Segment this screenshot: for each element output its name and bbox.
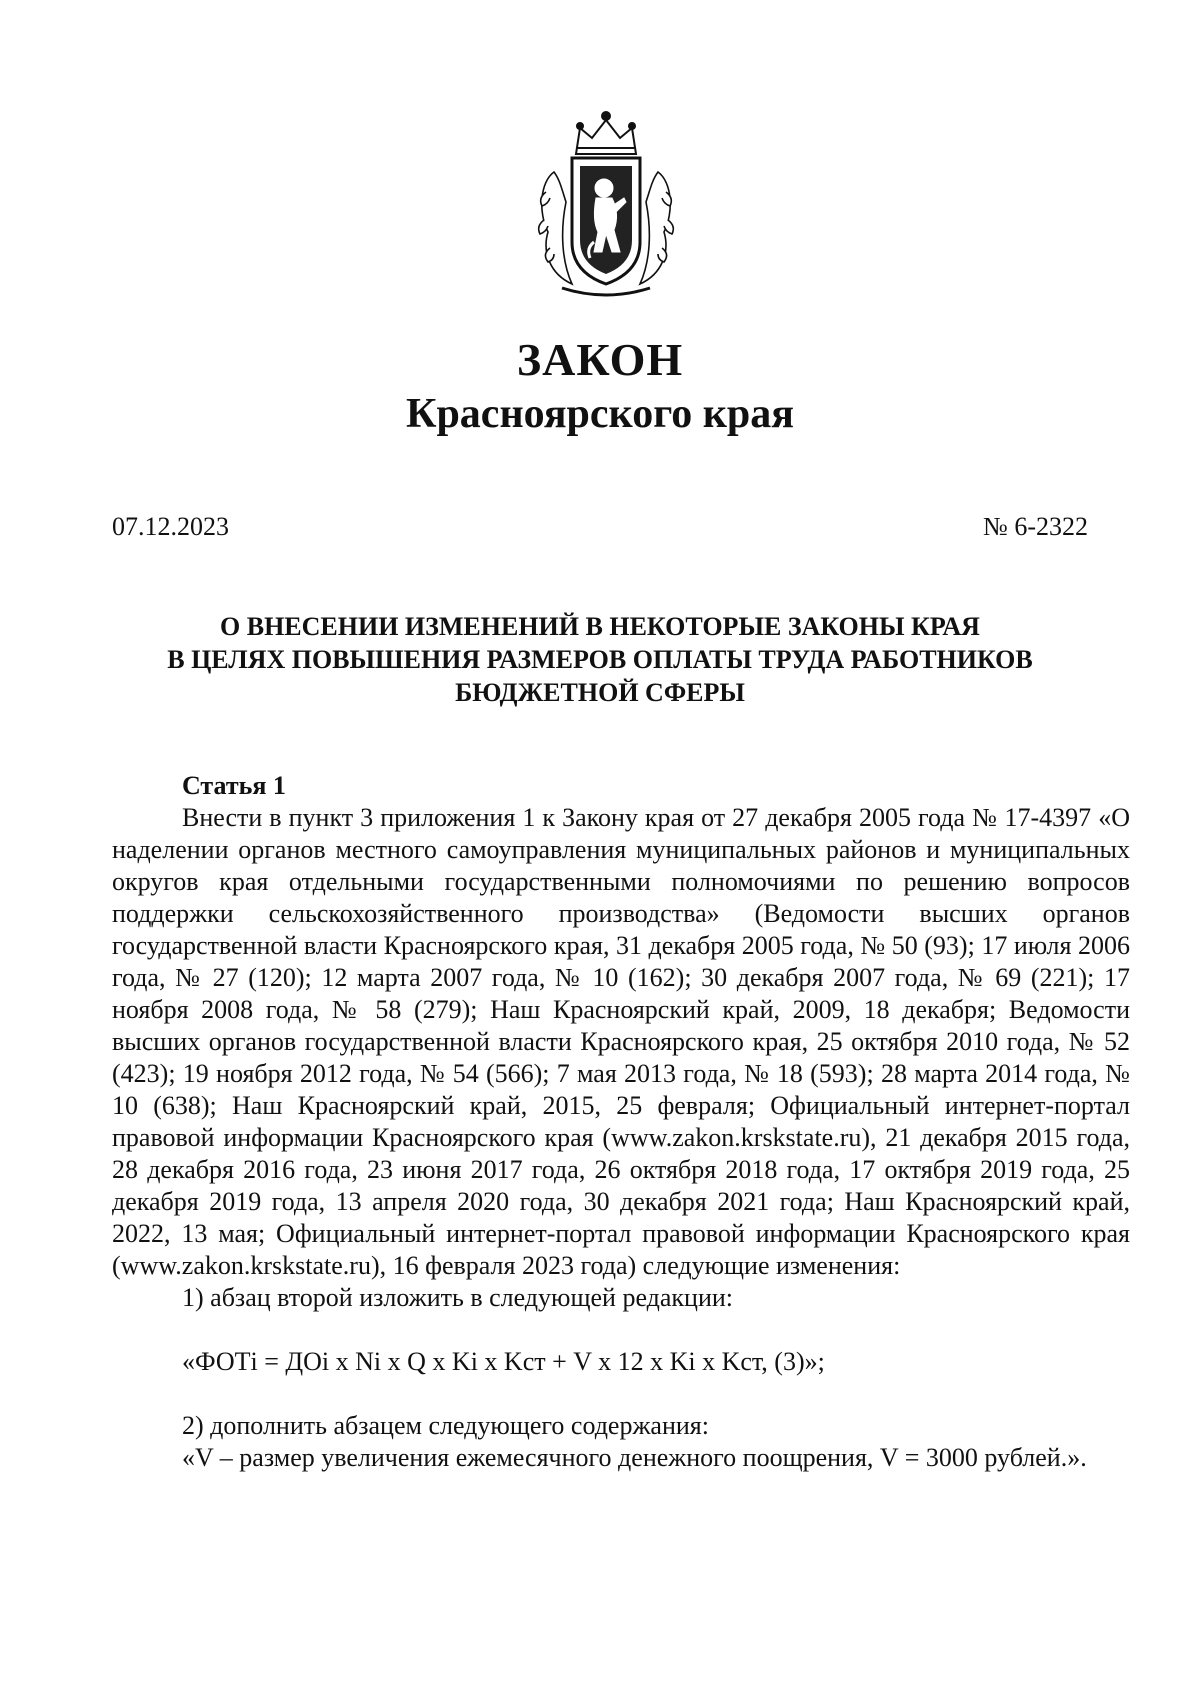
formula-text: «ФОТi = ДОi x Ni x Q x Ki x Kст + V x 12 x Ki x Kст, (3)»; (182, 1347, 825, 1376)
article-item-1: 1) абзац второй изложить в следующей редакции: (182, 1283, 734, 1312)
article-heading: Статья 1 (182, 771, 286, 800)
law-subject (100, 610, 1100, 709)
law-date: 07.12.2023 (112, 512, 229, 541)
article-1 (112, 770, 1130, 1474)
article-item-2: 2) дополнить абзацем следующего содержания: (182, 1411, 709, 1440)
subject-line: БЮДЖЕТНОЙ СФЕРЫ (455, 678, 745, 707)
subject-line: В ЦЕЛЯХ ПОВЫШЕНИЯ РАЗМЕРОВ ОПЛАТЫ ТРУДА РАБОТНИКОВ (167, 645, 1033, 674)
article-intro-paragraph: Внести в пункт 3 приложения 1 к Закону края от 27 декабря 2005 года № 17-4397 «О наделении органов местного самоуправления муниципальных районов и муниципальных округов края отдельными государственными полномочиями по решению вопросов поддержки сельскохозяйственного производства» (Ведомости высших органов государственной власти Красноярского края, 31 декабря 2005 года, № 50 (93); 17 июля 2006 года, № 27 (120); 12 марта 2007 года, № 10 (162); 30 декабря 2007 года, № 69 (221); 17 ноября 2008 года, № 58 (279); Наш Красноярский край, 2009, 18 декабря; Ведомости высших органов государственной власти Красноярского края, 25 октября 2010 года, № 52 (423); 19 ноября 2012 года, № 54 (566); 7 мая 2013 года, № 18 (593); 28 марта 2014 года, № 10 (638); Наш Красноярский край, 2015, 25 февраля; Официальный интернет-портал правовой информации Красноярского края (www.zakon.krskstate.ru), 21 декабря 2015 года, 28 декабря 2016 года, 23 июня 2017 года, 26 октября 2018 года, 17 октября 2019 года, 25 декабря 2019 года, 13 апреля 2020 года, 30 декабря 2021 года; Наш Красноярский край, 2022, 13 мая; Официальный интернет-портал правовой информации Красноярского края (www.zakon.krskstate.ru), 16 февраля 2023 года) следующие изменения: (112, 803, 1130, 1280)
document-subtitle: Красноярского края (405, 391, 795, 437)
article-item-2-text: «V – размер увеличения ежемесячного денежного поощрения, V = 3000 рублей.». (182, 1443, 1087, 1472)
document-title: ЗАКОН (516, 334, 684, 385)
subject-line: О ВНЕСЕНИИ ИЗМЕНЕНИЙ В НЕКОТОРЫЕ ЗАКОНЫ КРАЯ (220, 612, 980, 641)
law-number: № 6-2322 (983, 512, 1088, 541)
coat-of-arms-emblem (532, 102, 680, 302)
